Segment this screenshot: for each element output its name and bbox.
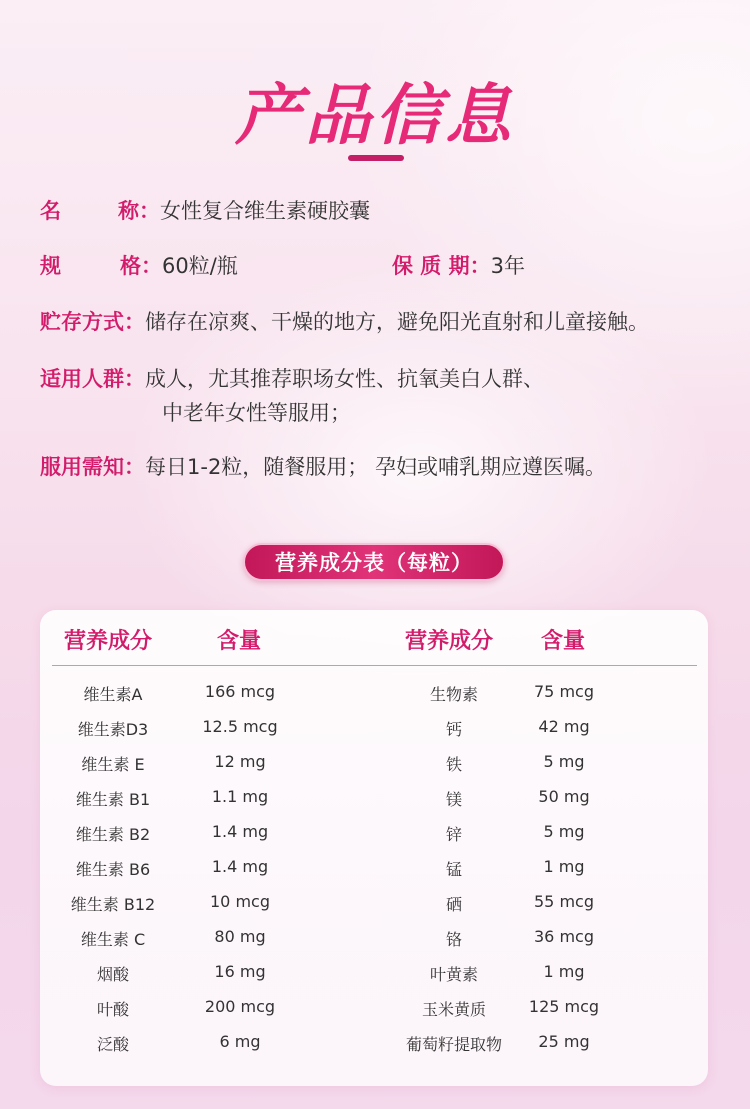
table-cell-right-amount: 5 mg	[543, 752, 585, 771]
title-underline	[348, 155, 404, 161]
table-cell-left-name: 维生素 C	[80, 930, 146, 949]
table-cell-left-name: 维生素 B1	[75, 790, 151, 809]
shelf-label: 保 质 期：	[392, 254, 491, 278]
info-row-shelf	[392, 249, 525, 283]
spec-label-b: 格：	[120, 254, 162, 278]
page-title: 产品信息	[235, 77, 515, 154]
table-cell-left-amount: 200 mcg	[204, 997, 276, 1016]
table-cell-left-amount: 6 mg	[219, 1032, 261, 1051]
header-amount-left: 含量	[217, 629, 262, 654]
storage-label: 贮存方式：	[40, 310, 145, 334]
table-cell-left-name: 维生素 B2	[75, 825, 151, 844]
info-row-storage	[40, 305, 649, 339]
audience-label: 适用人群：	[40, 367, 145, 391]
table-cell-left-name: 泛酸	[96, 1035, 129, 1054]
table-cell-right-amount: 75 mcg	[534, 682, 594, 701]
table-cell-right-name: 葡萄籽提取物	[405, 1035, 502, 1054]
table-cell-right-name: 铁	[445, 755, 462, 774]
table-cell-right-amount: 25 mg	[538, 1032, 590, 1051]
table-cell-left-name: 维生素 E	[81, 755, 145, 774]
audience-value-1: 成人，尤其推荐职场女性、抗氧美白人群、	[145, 367, 544, 391]
table-cell-left-name: 烟酸	[96, 965, 129, 984]
info-row-usage	[40, 450, 606, 484]
table-cell-right-name: 钙	[445, 720, 462, 739]
header-divider	[52, 665, 697, 666]
info-row-name	[40, 194, 370, 228]
usage-value: 每日1-2粒，随餐服用； 孕妇或哺乳期应遵医嘱。	[145, 455, 606, 479]
table-cell-left-name: 维生素D3	[77, 720, 149, 739]
audience-value-2: 中老年女性等服用；	[162, 401, 351, 425]
table-cell-right-name: 玉米黄质	[421, 1000, 486, 1019]
table-cell-left-amount: 10 mcg	[210, 892, 270, 911]
nutrition-table-title: 营养成分表（每粒）	[243, 543, 505, 581]
table-cell-right-amount: 1 mg	[543, 857, 585, 876]
table-cell-right-name: 锰	[445, 860, 462, 879]
table-cell-right-name: 铬	[445, 930, 462, 949]
table-cell-right-name: 锌	[445, 825, 462, 844]
table-cell-right-amount: 125 mcg	[528, 997, 600, 1016]
table-cell-left-amount: 1.4 mg	[211, 857, 269, 876]
spec-value: 60粒/瓶	[162, 254, 238, 278]
header-nutrient-right: 营养成分	[405, 629, 494, 654]
table-cell-right-amount: 5 mg	[543, 822, 585, 841]
shelf-value: 3年	[490, 254, 525, 278]
table-cell-left-amount: 12 mg	[214, 752, 266, 771]
usage-label: 服用需知：	[40, 455, 145, 479]
table-cell-left-amount: 1.1 mg	[211, 787, 269, 806]
info-row-audience	[40, 362, 544, 396]
table-cell-right-name: 硒	[445, 895, 462, 914]
name-label-b: 称：	[118, 199, 160, 223]
table-cell-left-amount: 12.5 mcg	[202, 717, 278, 736]
table-cell-right-name: 叶黄素	[429, 965, 478, 984]
table-cell-left-amount: 166 mcg	[204, 682, 276, 701]
header-amount-right: 含量	[541, 629, 586, 654]
table-cell-left-amount: 1.4 mg	[211, 822, 269, 841]
table-cell-left-amount: 16 mg	[214, 962, 266, 981]
table-cell-right-amount: 36 mcg	[534, 927, 594, 946]
table-cell-right-amount: 1 mg	[543, 962, 585, 981]
table-cell-left-amount: 80 mg	[214, 927, 266, 946]
table-cell-left-name: 维生素 B6	[75, 860, 151, 879]
table-cell-left-name: 维生素 B12	[70, 895, 156, 914]
table-cell-left-name: 维生素A	[83, 685, 143, 704]
storage-value: 储存在凉爽、干燥的地方，避免阳光直射和儿童接触。	[145, 310, 649, 334]
table-cell-right-name: 镁	[445, 790, 462, 809]
name-label-a: 名	[40, 199, 61, 223]
header-nutrient-left: 营养成分	[64, 629, 153, 654]
spec-label-a: 规	[40, 254, 61, 278]
table-cell-right-name: 生物素	[429, 685, 478, 704]
name-value: 女性复合维生素硬胶囊	[160, 199, 370, 223]
table-cell-right-amount: 55 mcg	[534, 892, 594, 911]
table-cell-right-amount: 50 mg	[538, 787, 590, 806]
table-cell-left-name: 叶酸	[96, 1000, 129, 1019]
table-cell-right-amount: 42 mg	[538, 717, 590, 736]
info-row-spec	[40, 249, 238, 283]
